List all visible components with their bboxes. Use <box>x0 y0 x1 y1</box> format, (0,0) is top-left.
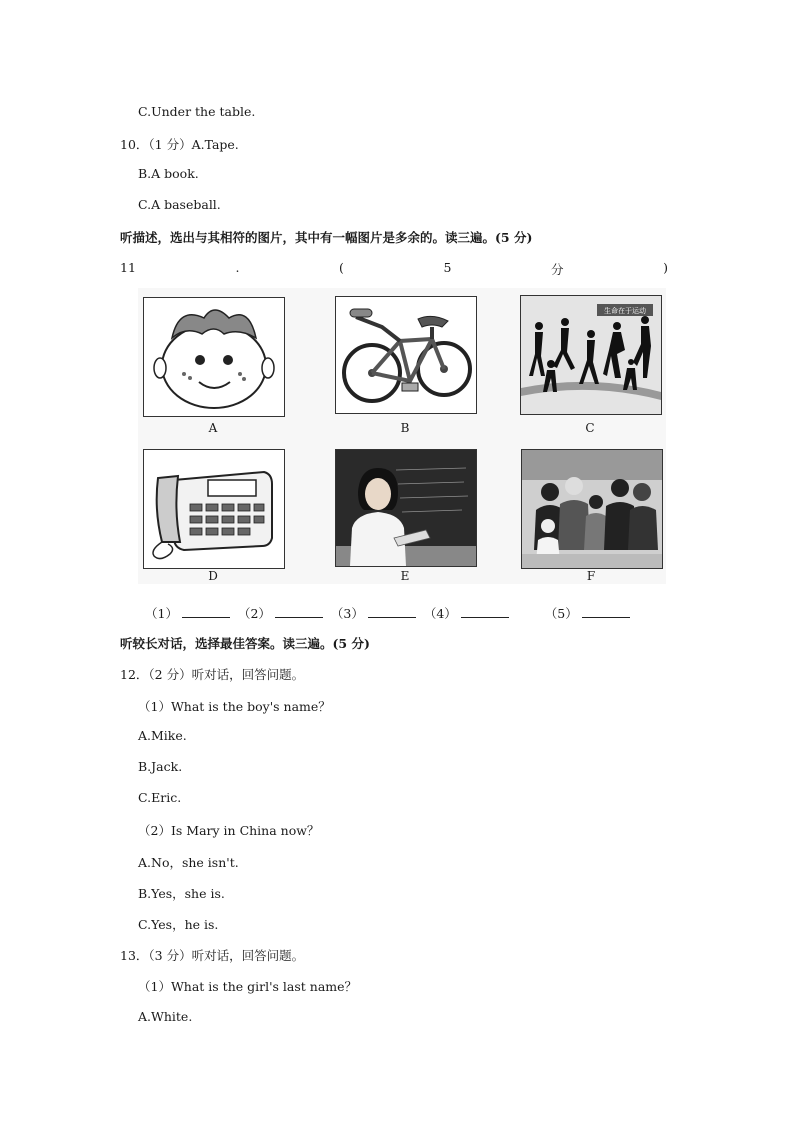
answer-blanks <box>145 604 634 622</box>
family-photo-icon <box>522 450 662 568</box>
answer-blank-3[interactable] <box>368 605 416 618</box>
answer-blank-2[interactable] <box>275 605 323 618</box>
q9-option-c: C.Under the table. <box>138 104 256 119</box>
answer-blank-1[interactable] <box>182 605 230 618</box>
sports-silhouettes-icon <box>521 296 661 414</box>
teacher-photo-icon <box>336 450 476 566</box>
picture-a <box>143 297 285 417</box>
q12-2-option-c: C.Yes，he is. <box>138 917 219 932</box>
section-heading-dialog: 听较长对话，选择最佳答案。读三遍。(5 分) <box>120 636 370 651</box>
boy-face-icon <box>144 298 284 416</box>
q11-dot: . <box>235 260 240 275</box>
section-heading-describe: 听描述，选出与其相符的图片，其中有一幅图片是多余的。读三遍。(5 分) <box>120 230 533 245</box>
q11-stem <box>120 260 668 278</box>
q10-option-b: B.A book. <box>138 166 199 181</box>
q13-1-option-a: A.White. <box>138 1009 193 1024</box>
picture-f-label: F <box>586 569 596 583</box>
q10-option-c: C.A baseball. <box>138 197 221 212</box>
q11-lparen: ( <box>339 260 344 275</box>
q12-2-option-a: A.No，she isn't. <box>138 855 239 870</box>
picture-d <box>143 449 285 569</box>
q11-number: 11 <box>120 260 136 275</box>
picture-f <box>521 449 663 569</box>
q11-points: 5 <box>443 260 452 275</box>
q12-stem: 12．（2 分）听对话，回答问题。 <box>120 667 305 682</box>
q12-1-option-b: B.Jack. <box>138 759 183 774</box>
blank-label-1: （1） <box>145 606 178 621</box>
picture-c-label: C <box>585 421 595 435</box>
q12-1-option-a: A.Mike. <box>138 728 187 743</box>
q12-2-option-b: B.Yes，she is. <box>138 886 225 901</box>
picture-d-label: D <box>208 569 218 583</box>
picture-c <box>520 295 662 415</box>
blank-label-5: （5） <box>544 606 578 621</box>
sports-banner: 生命在于运动 <box>604 307 646 315</box>
q10-stem: 10．（1 分）A.Tape. <box>120 137 239 152</box>
answer-blank-5[interactable] <box>582 605 630 618</box>
q11-rparen: ) <box>663 260 668 275</box>
q12-2-question: （2）Is Mary in China now？ <box>138 823 320 838</box>
answer-blank-4[interactable] <box>461 605 509 618</box>
telephone-icon <box>144 450 284 568</box>
picture-a-label: A <box>208 421 218 435</box>
picture-b-label: B <box>400 421 410 435</box>
q13-stem: 13．（3 分）听对话，回答问题。 <box>120 948 305 963</box>
picture-e <box>335 449 477 567</box>
q11-unit: 分 <box>550 262 564 277</box>
q13-1-question: （1）What is the girl's last name？ <box>138 979 358 994</box>
bicycle-icon <box>336 297 476 413</box>
blank-label-4: （4） <box>423 606 457 621</box>
q12-1-option-c: C.Eric. <box>138 790 182 805</box>
blank-label-3: （3） <box>330 606 364 621</box>
picture-e-label: E <box>400 569 410 583</box>
q12-1-question: （1）What is the boy's name？ <box>138 699 331 714</box>
picture-b <box>335 296 477 414</box>
blank-label-2: （2） <box>237 606 271 621</box>
